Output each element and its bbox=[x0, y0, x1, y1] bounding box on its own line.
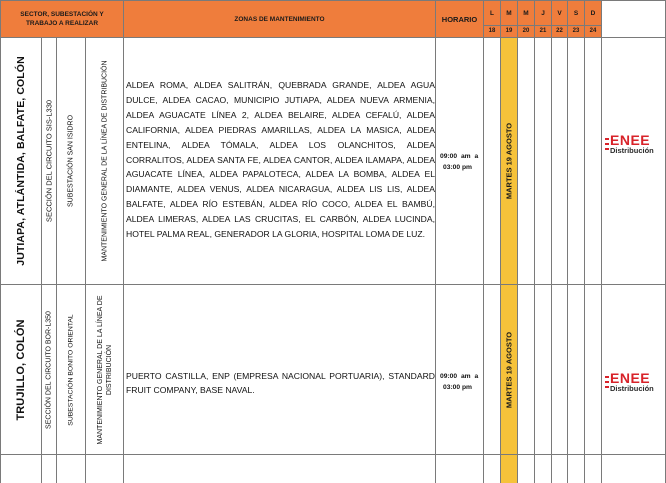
schedule-row-partial bbox=[0, 455, 666, 483]
day-cell-20 bbox=[518, 455, 535, 483]
subestacion-cell bbox=[57, 455, 86, 483]
zonas-cell bbox=[124, 38, 436, 285]
schedule-row bbox=[0, 285, 666, 455]
zonas-text: ALDEA ROMA, ALDEA SALITRÁN, QUEBRADA GRANDE, ALDEA AGUA DULCE, ALDEA CACAO, MUNICIPIO JUTIAPA, ALDEA NUEVA ARMENIA, ALDEA AGUACATE LÍNEA 2, ALDEA BELAIRE, ALDEA CEFALÚ, ALDEA CALIFORNIA, ALDEA PIEDRAS AMARILLAS, ALDEA LA MASICA, ALDEA ENTELINA, ALDEA TÓMALA, ALDEA LOS OLANCHITOS, ALDEA CORRALITOS, ALDEA SANTA FE, ALDEA CANTOR, ALDEA ILAMAPA, ALDEA AGUACATE LÍNEA, ALDEA PAPALOTECA, ALDEA LA BOMBA, ALDEA EL DIAMANTE, ALDEA VENUS, ALDEA NICARAGUA, ALDEA LIS LIS, ALDEA BALFATE, ALDEA RÍO ESTEBÁN, ALDEA RÍO COCO, ALDEA EL BAMBÚ, ALDEA LIMERAS, ALDEA LAS CRUCITAS, EL CARBÓN, ALDEA LUCINDA, HOTEL PALMA REAL, GENERADOR LA GLORIA, HOSPITAL LOMA DE LUZ. bbox=[126, 80, 435, 240]
circuito-cell bbox=[42, 38, 57, 285]
day-letter-s: S bbox=[568, 0, 585, 26]
sector-cell bbox=[0, 455, 42, 483]
horario-end: 03:00 pm bbox=[443, 384, 472, 391]
date-label: MARTES 19 AGOSTO bbox=[504, 122, 514, 200]
schedule-row bbox=[0, 38, 666, 285]
circuito-cell bbox=[42, 285, 57, 455]
logo-brand: ENEE bbox=[610, 370, 651, 386]
circuito-cell bbox=[42, 455, 57, 483]
logo-cell bbox=[602, 455, 666, 483]
sector-cell bbox=[0, 285, 42, 455]
day-letter-m2: M bbox=[518, 0, 535, 26]
day-letter-m1: M bbox=[501, 0, 518, 26]
day-cell-19-highlight bbox=[501, 455, 518, 483]
zonas-cell bbox=[124, 455, 436, 483]
day-letter-d: D bbox=[585, 0, 602, 26]
header-zonas: ZONAS DE MANTENIMIENTO bbox=[124, 0, 436, 38]
header-logo-blank bbox=[602, 0, 666, 38]
sector-cell bbox=[0, 38, 42, 285]
horario-end: 03:00 pm bbox=[443, 164, 472, 171]
day-cell-20 bbox=[518, 285, 535, 455]
date-label: MARTES 19 AGOSTO bbox=[504, 331, 514, 408]
day-num-24: 24 bbox=[585, 26, 602, 38]
day-cell-21 bbox=[535, 38, 552, 285]
logo-cell bbox=[602, 38, 666, 285]
day-num-22: 22 bbox=[552, 26, 568, 38]
enee-logo-mark-icon bbox=[605, 138, 609, 150]
trabajo-label: MANTENIMIENTO GENERAL DE LA LÍNEA DE DISTRIBUCIÓN bbox=[96, 295, 113, 444]
header-sector: SECTOR, SUBESTACIÓN Y TRABAJO A REALIZAR bbox=[0, 0, 124, 38]
horario-cell bbox=[436, 455, 484, 483]
trabajo-cell bbox=[86, 38, 124, 285]
day-num-19: 19 bbox=[501, 26, 518, 38]
trabajo-label: MANTENIMIENTO GENERAL DE LA LÍNEA DE DISTRIBUCIÓN bbox=[101, 60, 108, 262]
day-cell-19-highlight bbox=[501, 285, 518, 455]
day-cell-23 bbox=[568, 285, 585, 455]
day-cell-21 bbox=[535, 285, 552, 455]
day-cell-18 bbox=[484, 455, 501, 483]
day-cell-19-highlight bbox=[501, 38, 518, 285]
subestacion-label: SUBESTACIÓN SAN ISIDRO bbox=[67, 114, 75, 208]
day-cell-23 bbox=[568, 38, 585, 285]
circuito-label: SECCIÓN DEL CIRCUITO BOR-L350 bbox=[45, 310, 53, 429]
day-num-20: 20 bbox=[518, 26, 535, 38]
day-cell-24 bbox=[585, 38, 602, 285]
horario-start: 09:00 am a bbox=[440, 153, 479, 160]
zonas-text: PUERTO CASTILLA, ENP (EMPRESA NACIONAL PORTUARIA), STANDARD FRUIT COMPANY, BASE NAVAL. bbox=[126, 371, 435, 395]
day-cell-22 bbox=[552, 38, 568, 285]
day-num-18: 18 bbox=[484, 26, 501, 38]
subestacion-cell bbox=[57, 285, 86, 455]
header-horario: HORARIO bbox=[436, 0, 484, 38]
horario-start: 09:00 am a bbox=[440, 373, 479, 380]
header-days bbox=[484, 0, 602, 38]
logo-subtitle: Distribución bbox=[610, 146, 654, 155]
trabajo-cell bbox=[86, 285, 124, 455]
logo-cell bbox=[602, 285, 666, 455]
day-letter-v: V bbox=[552, 0, 568, 26]
day-cell-21 bbox=[535, 455, 552, 483]
day-cell-18 bbox=[484, 38, 501, 285]
horario-cell bbox=[436, 38, 484, 285]
day-cell-20 bbox=[518, 38, 535, 285]
zonas-cell bbox=[124, 285, 436, 455]
day-cell-18 bbox=[484, 285, 501, 455]
circuito-label: SECCIÓN DEL CIRCUITO SIS-L330 bbox=[44, 99, 54, 223]
logo-subtitle: Distribución bbox=[610, 384, 654, 393]
day-cell-24 bbox=[585, 455, 602, 483]
horario-text bbox=[440, 371, 482, 393]
subestacion-cell bbox=[57, 38, 86, 285]
day-cell-22 bbox=[552, 285, 568, 455]
enee-logo bbox=[605, 133, 654, 155]
horario-text bbox=[440, 151, 482, 173]
subestacion-label: SUBESTACIÓN BONITO ORIENTAL bbox=[67, 313, 75, 426]
enee-logo bbox=[605, 371, 654, 393]
horario-cell bbox=[436, 285, 484, 455]
day-letter-l: L bbox=[484, 0, 501, 26]
day-cell-23 bbox=[568, 455, 585, 483]
day-cell-22 bbox=[552, 455, 568, 483]
day-num-21: 21 bbox=[535, 26, 552, 38]
trabajo-cell bbox=[86, 455, 124, 483]
enee-logo-mark-icon bbox=[605, 376, 609, 388]
sector-label: TRUJILLO, COLÓN bbox=[15, 318, 27, 421]
logo-brand: ENEE bbox=[610, 132, 651, 148]
day-num-23: 23 bbox=[568, 26, 585, 38]
day-letter-j: J bbox=[535, 0, 552, 26]
day-cell-24 bbox=[585, 285, 602, 455]
sector-label: JUTIAPA, ATLÁNTIDA, BALFATE, COLÓN bbox=[15, 56, 27, 266]
